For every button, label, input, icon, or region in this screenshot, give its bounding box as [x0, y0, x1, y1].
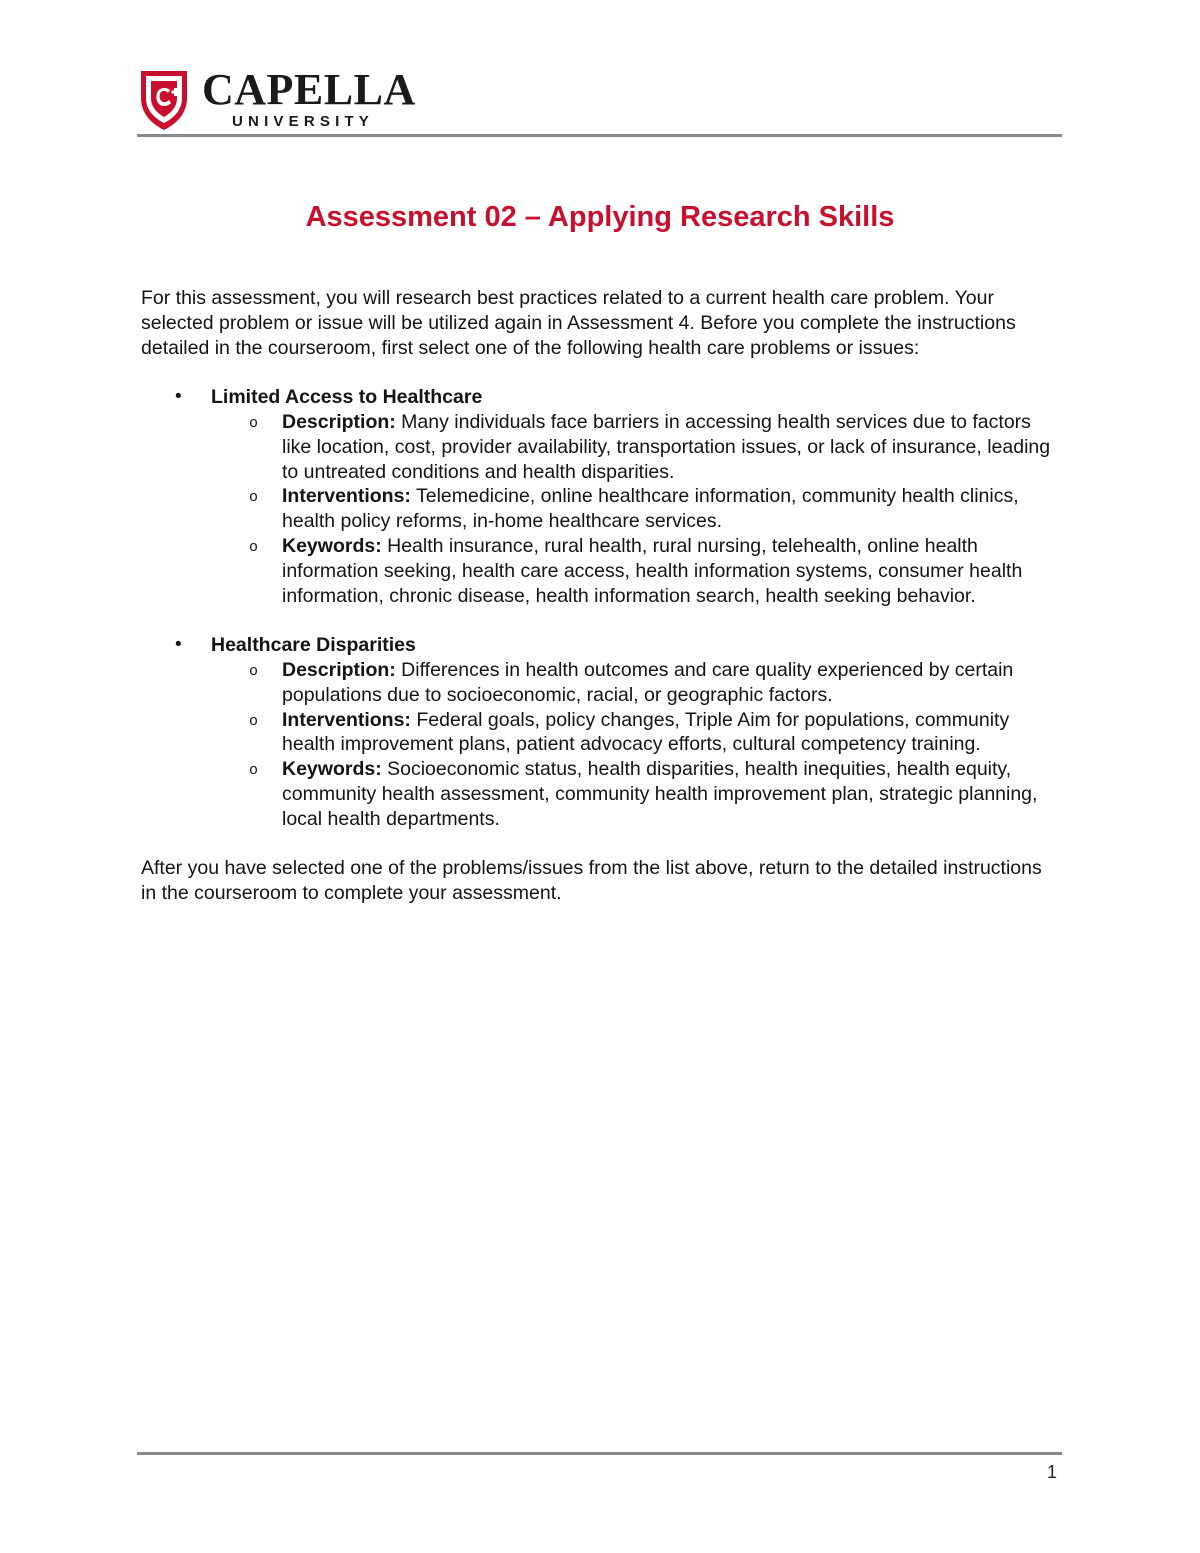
detail-item	[211, 708, 1061, 758]
circle-bullet-icon: o	[249, 662, 259, 680]
detail-text: Health insurance, rural health, rural nursing, telehealth, online health information seeking, health care access, health information systems, consumer health information, chronic disease, health information search, health seeking behavior.	[282, 534, 1023, 607]
topic-item	[141, 385, 1061, 608]
circle-bullet-icon: o	[249, 489, 259, 507]
circle-bullet-icon: o	[249, 712, 259, 730]
footer-divider	[137, 1452, 1062, 1455]
page-title: Assessment 02 – Applying Research Skills	[305, 201, 895, 233]
detail-text: Many individuals face barriers in accessing health services due to factors like location, cost, provider availability, transportation issues, or lack of insurance, leading to untreated conditions and health disparities.	[282, 410, 1051, 483]
detail-label: Interventions:	[282, 708, 411, 731]
detail-label: Interventions:	[282, 485, 411, 508]
detail-label: Description:	[282, 410, 396, 433]
circle-bullet-icon: o	[249, 762, 259, 780]
intro-paragraph: For this assessment, you will research best practices related to a current health care problem. Your selected problem or issue will be utilized again in Assessment 4. Before you complete the instructions detailed in the courseroom, first select one of the following health care problems or issues:	[141, 287, 1016, 359]
topic-item	[141, 633, 1061, 831]
detail-item	[211, 658, 1061, 708]
detail-item	[211, 757, 1061, 831]
detail-item	[211, 484, 1061, 534]
topic-details	[211, 410, 1061, 608]
capella-logo	[138, 65, 416, 132]
topic-details	[211, 658, 1061, 832]
topic-title: • Limited Access to Healthcare	[211, 386, 483, 409]
detail-text: Differences in health outcomes and care quality experienced by certain populations due to socioeconomic, racial, or geographic factors.	[282, 658, 1014, 706]
detail-item	[211, 534, 1061, 608]
logo-subtitle: UNIVERSITY	[232, 113, 375, 130]
detail-label: Keywords:	[282, 758, 382, 781]
detail-label: Description:	[282, 658, 396, 681]
closing-paragraph: After you have selected one of the problems/issues from the list above, return to the detailed instructions in the courseroom to complete your assessment.	[141, 857, 1042, 905]
detail-text: Socioeconomic status, health disparities, health inequities, health equity, community health assessment, community health improvement plan, strategic planning, local health departments.	[282, 758, 1038, 830]
circle-bullet-icon: o	[249, 538, 259, 556]
topic-list	[141, 385, 1061, 831]
logo-wordmark: CAPELLA	[202, 65, 416, 114]
header-divider	[137, 134, 1062, 137]
circle-bullet-icon: o	[249, 414, 259, 432]
shield-logo-icon	[138, 68, 190, 132]
detail-text: Federal goals, policy changes, Triple Aim for populations, community health improvement plans, patient advocacy efforts, cultural competency training.	[282, 708, 1010, 756]
topic-title: • Healthcare Disparities	[211, 634, 416, 657]
detail-text: Telemedicine, online healthcare information, community health clinics, health policy reforms, in-home healthcare services.	[282, 485, 1019, 533]
detail-item	[211, 410, 1061, 484]
detail-label: Keywords:	[282, 534, 382, 557]
page-number: 1	[1047, 1462, 1058, 1482]
document-body	[141, 286, 1061, 906]
